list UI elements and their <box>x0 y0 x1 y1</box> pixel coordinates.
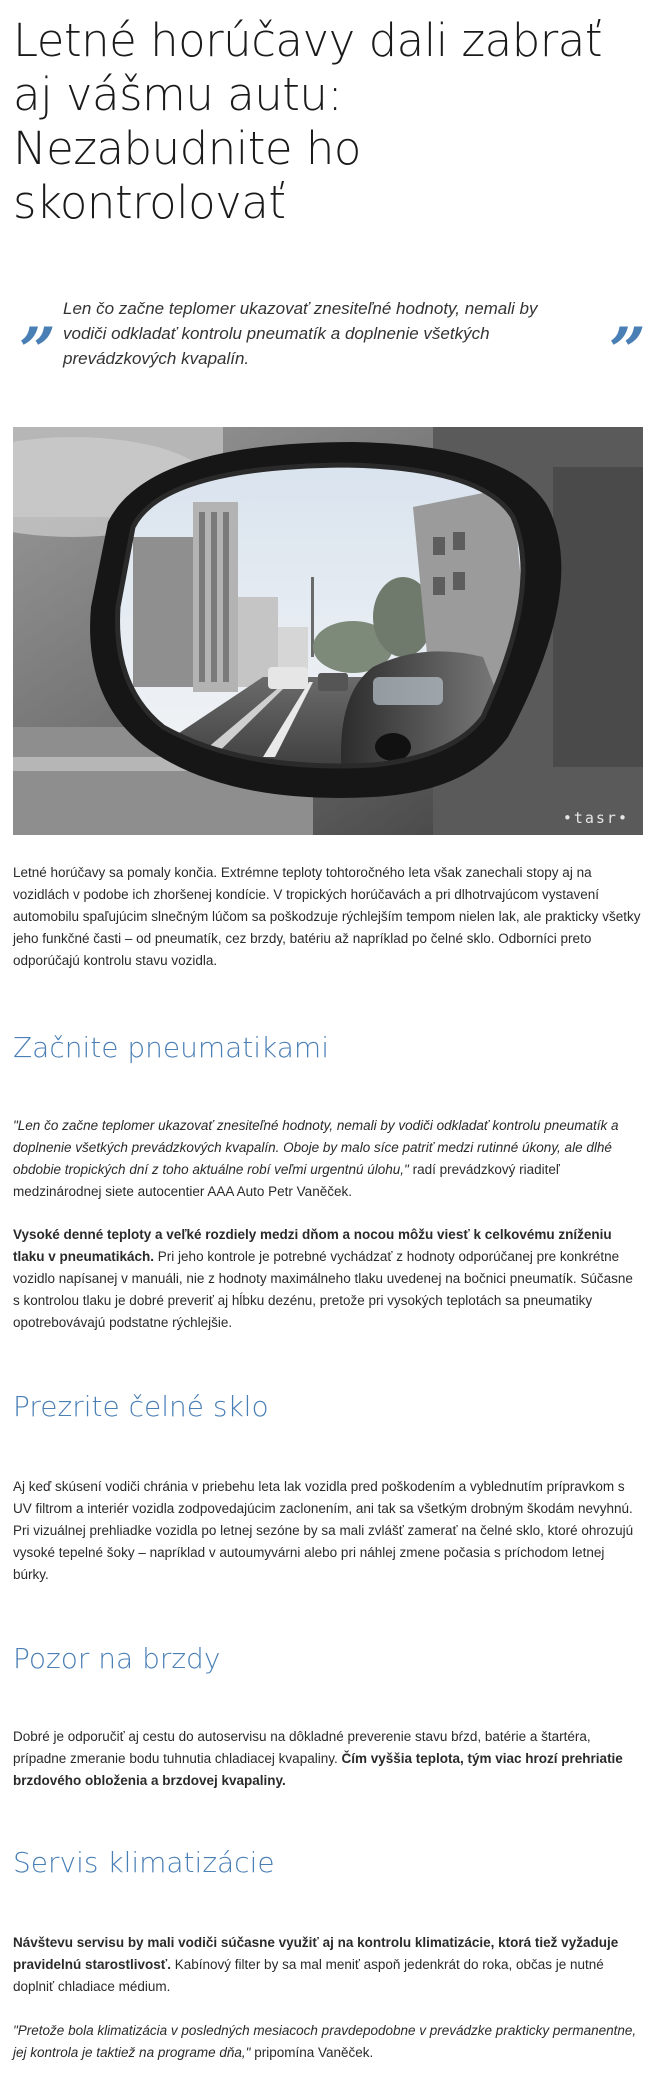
tires-paragraph-1 <box>13 1115 643 1203</box>
tires-bold-lead: Vysoké denné teploty a veľké rozdiely medzi dňom a nocou môžu viesť k celkovému zníženiu tlaku v pneumatikách. <box>13 1227 612 1264</box>
ac-attribution: pripomína Vaněček. <box>250 2045 374 2060</box>
brakes-rest: Dobré je odporučiť aj cestu do autoservisu na dôkladné preverenie stavu bŕzd, batérie a štartéra, prípadne zmeranie bodu tuhnutia chladiacej kvapaliny. <box>13 1729 591 1766</box>
section-heading-tires: Začnite pneumatikami <box>13 1031 329 1064</box>
article-photo <box>13 427 643 835</box>
ac-paragraph-2 <box>13 2020 643 2064</box>
tires-quote: "Len čo začne teplomer ukazovať znesiteľné hodnoty, nemali by vodiči odkladať kontrolu pneumatík a doplnenie všetkých prevádzkových kvapalín. Oboje by malo síce patriť medzi rutinné úkony, ale dlhé obdobie tropických dní z toho aktuálne robí veľmi urgentnú úlohu," <box>13 1118 619 1177</box>
intro-paragraph: Letné horúčavy sa pomaly končia. Extrémne teploty tohtoročného leta však zanechali stopy aj na vozidlách v podobe ich zhoršenej kondície. V tropických horúčavách a pri dlhotrvajúcom vystavení automobilu spaľujúcim slnečným lúčom sa poškodzuje rýchlejším tempom nielen lak, ale prakticky všetky jeho funkčné časti – od pneumatík, cez brzdy, batériu až napríklad po čelné sklo. Odborníci preto odporúčajú kontrolu stavu vozidla. <box>13 865 641 968</box>
brakes-bold: Čím vyššia teplota, tým viac hrozí prehriatie brzdového obloženia a brzdovej kvapaliny. <box>13 1751 623 1788</box>
brakes-paragraph <box>13 1726 643 1792</box>
car-mirror-image <box>13 427 643 835</box>
tires-paragraph-2 <box>13 1224 643 1334</box>
article-title: Letné horúčavy dali zabrať aj vášmu autu: Nezabudnite ho skontrolovať <box>13 14 603 229</box>
windshield-paragraph: Aj keď skúsení vodiči chránia v priebehu leta lak vozidla pred poškodením a vyblednutím prípravkom s UV filtrom a interiér vozidla zodpovedajúcim zaclonením, ani tak sa všetkým drobným škodám nevyhnú. Pri vizuálnej prehliadke vozidla po letnej sezóne by sa mali zvlášť zamerať na čelné sklo, ktoré ohrozujú vysoké tepelné šoky – napríklad v autoumyvárni alebo pri náhlej zmene počasia s príchodom letnej búrky. <box>13 1479 634 1582</box>
lead-text: Len čo začne teplomer ukazovať znesiteľné hodnoty, nemali by vodiči odkladať kontrolu pneumatík a doplnenie všetkých prevádzkových kvapalín. <box>63 299 538 368</box>
quote-open-icon: ” <box>19 314 56 389</box>
tires-rest: Pri jeho kontrole je potrebné vychádzať z hodnoty odporúčanej pre konkrétne vozidlo napísanej v manuáli, nie z hodnoty maximálneho tlaku uvedenej na bočnici pneumatík. Súčasne s kontrolou tlaku je dobré preveriť aj hĺbku dezénu, pretože pri vysokých teplotách sa pneumatiky opotrebovávajú podstatne rýchlejšie. <box>13 1249 633 1330</box>
section-heading-brakes: Pozor na brzdy <box>13 1642 221 1675</box>
ac-quote: "Pretože bola klimatizácia v posledných mesiacoch pravdepodobne v prevádzke prakticky permanentne, jej kontrola je taktiež na programe dňa," <box>13 2023 637 2060</box>
ac-bold-lead: Návštevu servisu by mali vodiči súčasne využiť aj na kontrolu klimatizácie, ktorá tiež vyžaduje pravidelnú starostlivosť. <box>13 1935 619 1972</box>
photo-credit: •tasr• <box>562 809 629 827</box>
ac-paragraph-1 <box>13 1932 643 1998</box>
ac-rest: Kabínový filter by sa mal meniť aspoň jedenkrát do roka, občas je nutné doplniť chladiace médium. <box>13 1957 604 1994</box>
section-heading-windshield: Prezrite čelné sklo <box>13 1390 269 1423</box>
tires-attribution: radí prevádzkový riaditeľ medzinárodnej siete autocentier AAA Auto Petr Vaněček. <box>13 1162 560 1199</box>
section-heading-ac: Servis klimatizácie <box>13 1846 275 1879</box>
quote-close-icon: ” <box>609 314 646 389</box>
lead-quote <box>13 296 646 389</box>
